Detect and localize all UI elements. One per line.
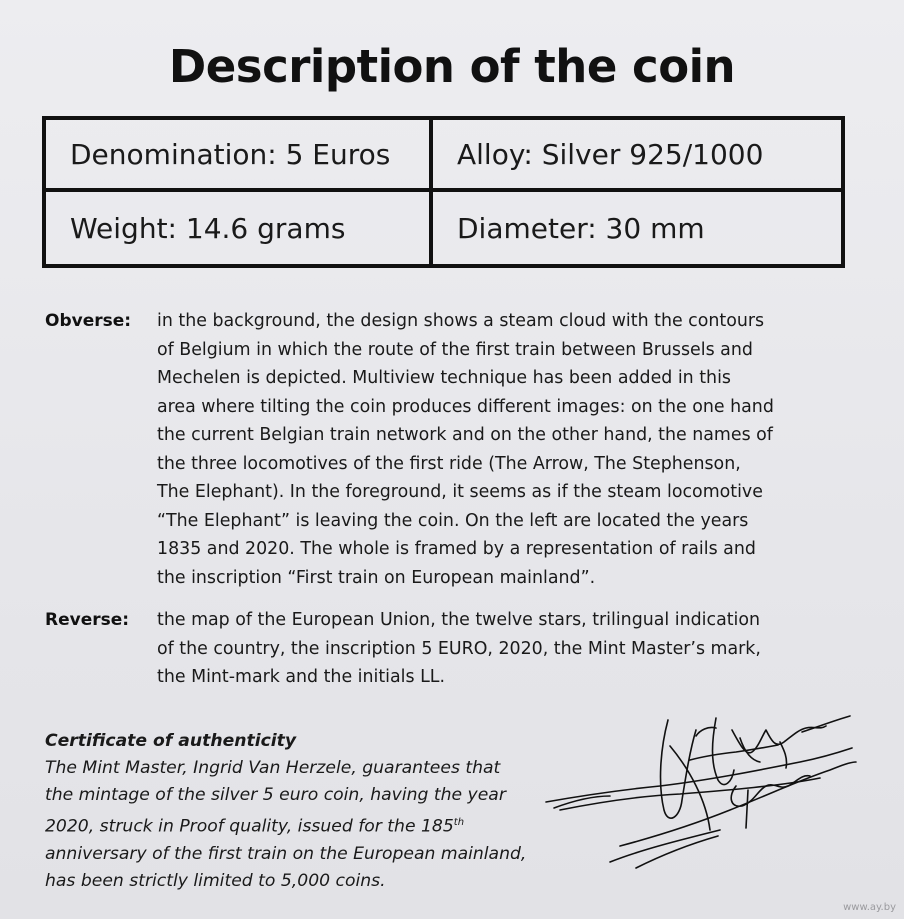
ordinal-superscript: th bbox=[453, 817, 465, 828]
obverse-label: Obverse: bbox=[45, 311, 132, 331]
reverse-label: Reverse: bbox=[45, 610, 130, 630]
obverse-line: the three locomotives of the first ride (The Arrow, The Stephenson, bbox=[157, 453, 741, 474]
reverse-line: the map of the European Union, the twelve stars, trilingual indication bbox=[157, 610, 761, 630]
denomination-cell: Denomination: 5 Euros bbox=[46, 120, 433, 192]
certificate-line-text: 2020, struck in Proof quality, issued for the 185 bbox=[45, 816, 454, 837]
signature-image bbox=[540, 690, 860, 890]
obverse-line: the inscription “First train on European mainland”. bbox=[157, 567, 596, 588]
obverse-line: “The Elephant” is leaving the coin. On the left are located the years bbox=[157, 510, 749, 531]
certificate-line: anniversary of the first train on the European mainland, bbox=[45, 843, 527, 864]
certificate-title: Certificate of authenticity bbox=[45, 731, 297, 751]
certificate-line: the mintage of the silver 5 euro coin, having the year bbox=[45, 785, 506, 805]
watermark-text: www.ay.by bbox=[843, 902, 896, 913]
alloy-cell: Alloy: Silver 925/1000 bbox=[433, 120, 841, 192]
obverse-line: 1835 and 2020. The whole is framed by a representation of rails and bbox=[157, 539, 756, 559]
obverse-line: of Belgium in which the route of the first train between Brussels and bbox=[157, 339, 753, 360]
certificate-line bbox=[45, 809, 526, 841]
certificate-line: The Mint Master, Ingrid Van Herzele, guarantees that bbox=[45, 758, 501, 778]
diameter-cell: Diameter: 30 mm bbox=[457, 211, 705, 245]
reverse-line: the Mint-mark and the initials LL. bbox=[157, 667, 445, 687]
obverse-line: in the background, the design shows a steam cloud with the contours bbox=[157, 311, 765, 331]
weight-cell: Weight: 14.6 grams bbox=[46, 192, 433, 264]
obverse-line: area where tilting the coin produces different images: on the one hand bbox=[157, 396, 774, 417]
reverse-text bbox=[157, 606, 857, 692]
reverse-line: of the country, the inscription 5 EURO, 2020, the Mint Master’s mark, bbox=[157, 638, 761, 659]
obverse-line: Mechelen is depicted. Multiview technique has been added in this bbox=[157, 368, 731, 388]
obverse-line: The Elephant). In the foreground, it seems as if the steam locomotive bbox=[157, 482, 763, 502]
obverse-line: the current Belgian train network and on the other hand, the names of bbox=[157, 425, 773, 445]
certificate-line: has been strictly limited to 5,000 coins. bbox=[45, 870, 386, 891]
certificate-section bbox=[45, 728, 526, 895]
specs-table bbox=[42, 116, 845, 268]
page-title: Description of the coin bbox=[168, 40, 736, 93]
obverse-text bbox=[157, 307, 857, 592]
